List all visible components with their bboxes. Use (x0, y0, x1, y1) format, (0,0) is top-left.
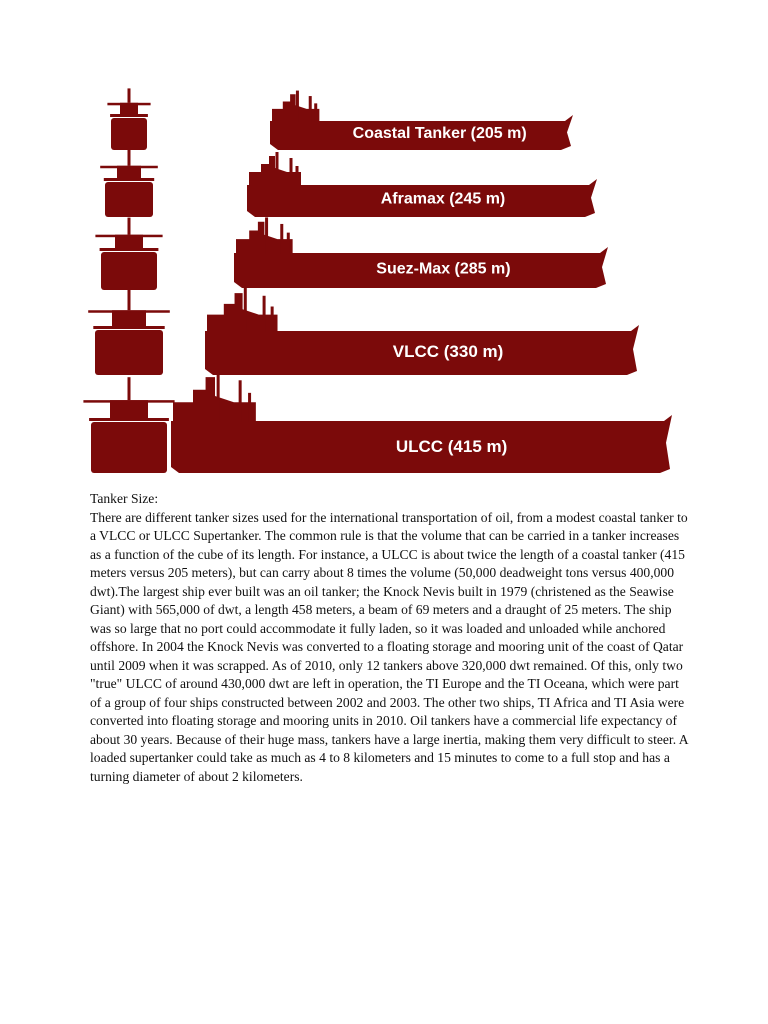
ship-superstructure (236, 222, 293, 254)
ship-row (88, 288, 639, 375)
ship-mast (263, 296, 266, 332)
ship-mast (309, 96, 312, 122)
ship-mast (296, 166, 299, 186)
ship-mast (290, 158, 293, 186)
front-view-bridge-wings (107, 103, 150, 106)
ship-mast (244, 288, 247, 332)
ship-mast (280, 224, 283, 254)
article-text (90, 490, 690, 786)
front-view-deck (89, 418, 169, 421)
front-view-bridge (110, 400, 148, 418)
ship-size-label: Coastal Tanker (205 m) (352, 124, 527, 142)
front-view-mast (128, 377, 131, 400)
front-view-hull (105, 182, 153, 217)
ship-mast (265, 217, 268, 254)
tanker-size-comparison-figure (0, 0, 768, 480)
front-view-deck (104, 178, 154, 181)
front-view-mast (128, 290, 131, 310)
ship-mast (314, 103, 317, 122)
ship-mast (287, 233, 290, 254)
front-view-bridge-wings (88, 310, 170, 313)
ship-mast (296, 91, 299, 122)
ship-mast (239, 380, 242, 422)
front-view-hull (91, 422, 167, 473)
ship-size-label: VLCC (330 m) (392, 342, 504, 362)
front-view-bridge-wings (95, 235, 162, 238)
front-view-deck (100, 248, 159, 251)
ship-row (95, 217, 608, 290)
front-view-hull (101, 252, 157, 290)
ship-size-label: Suez-Max (285 m) (376, 260, 511, 278)
front-view-hull (95, 330, 163, 375)
ship-size-label: ULCC (415 m) (395, 437, 508, 457)
front-view-mast (128, 150, 131, 166)
ship-superstructure (207, 293, 278, 332)
ship-row (100, 150, 597, 217)
ship-mast (276, 152, 279, 186)
front-view-mast (128, 218, 131, 235)
front-view-bridge-wings (83, 400, 174, 403)
ship-mast (271, 307, 274, 332)
front-view-bridge-wings (100, 166, 158, 169)
ship-mast (248, 393, 251, 422)
ship-mast (217, 371, 220, 422)
front-view-mast (128, 88, 131, 102)
ship-silhouettes (83, 88, 672, 473)
article-heading: Tanker Size: (90, 491, 159, 506)
front-view-hull (111, 118, 147, 150)
ship-superstructure (249, 156, 301, 186)
ship-row (83, 371, 672, 473)
ship-superstructure (272, 94, 319, 122)
ship-size-label: Aframax (245 m) (380, 190, 506, 208)
front-view-deck (93, 326, 164, 329)
ship-superstructure (173, 377, 256, 422)
article-body: There are different tanker sizes used for the international transportation of oil, from a modest coastal tanker to a VLCC or ULCC Supertanker. The common rule is that the volume that can be carried in a tanker increases as a function of the cube of its length. For instance, a ULCC is about twice the length of a coastal tanker (415 meters versus 205 meters), but can carry about 8 times the volume (50,000 deadweight tons versus 400,000 dwt).The largest ship ever built was an oil tanker; the Knock Nevis built in 1979 (christened as the Seawise Giant) with 565,000 of dwt, a length 458 meters, a beam of 69 meters and a draught of 25 meters. The ship was so large that no port could accommodate it fully laden, so it was loaded and unloaded while anchored offshore. In 2004 the Knock Nevis was converted to a floating storage and mooring unit of the coast of Qatar until 2009 when it was scrapped. As of 2010, only 12 tankers above 320,000 dwt remained. Of this, only two "true" ULCC of around 430,000 dwt are left in operation, the TI Europe and the TI Oceana, which were part of a group of four ships constructed between 2002 and 2003. The other two ships, TI Africa and TI Asia were converted into floating storage and mooring units in 2010. Oil tankers have a commercial life expectancy of about 30 years. Because of their huge mass, tankers have a large inertia, making them very difficult to steer. A loaded supertanker could take as much as 4 to 8 kilometers and 15 minutes to come to a full stop and has a turning diameter of about 2 kilometers. (90, 509, 688, 784)
front-view-deck (110, 114, 148, 117)
ship-row (107, 88, 573, 150)
